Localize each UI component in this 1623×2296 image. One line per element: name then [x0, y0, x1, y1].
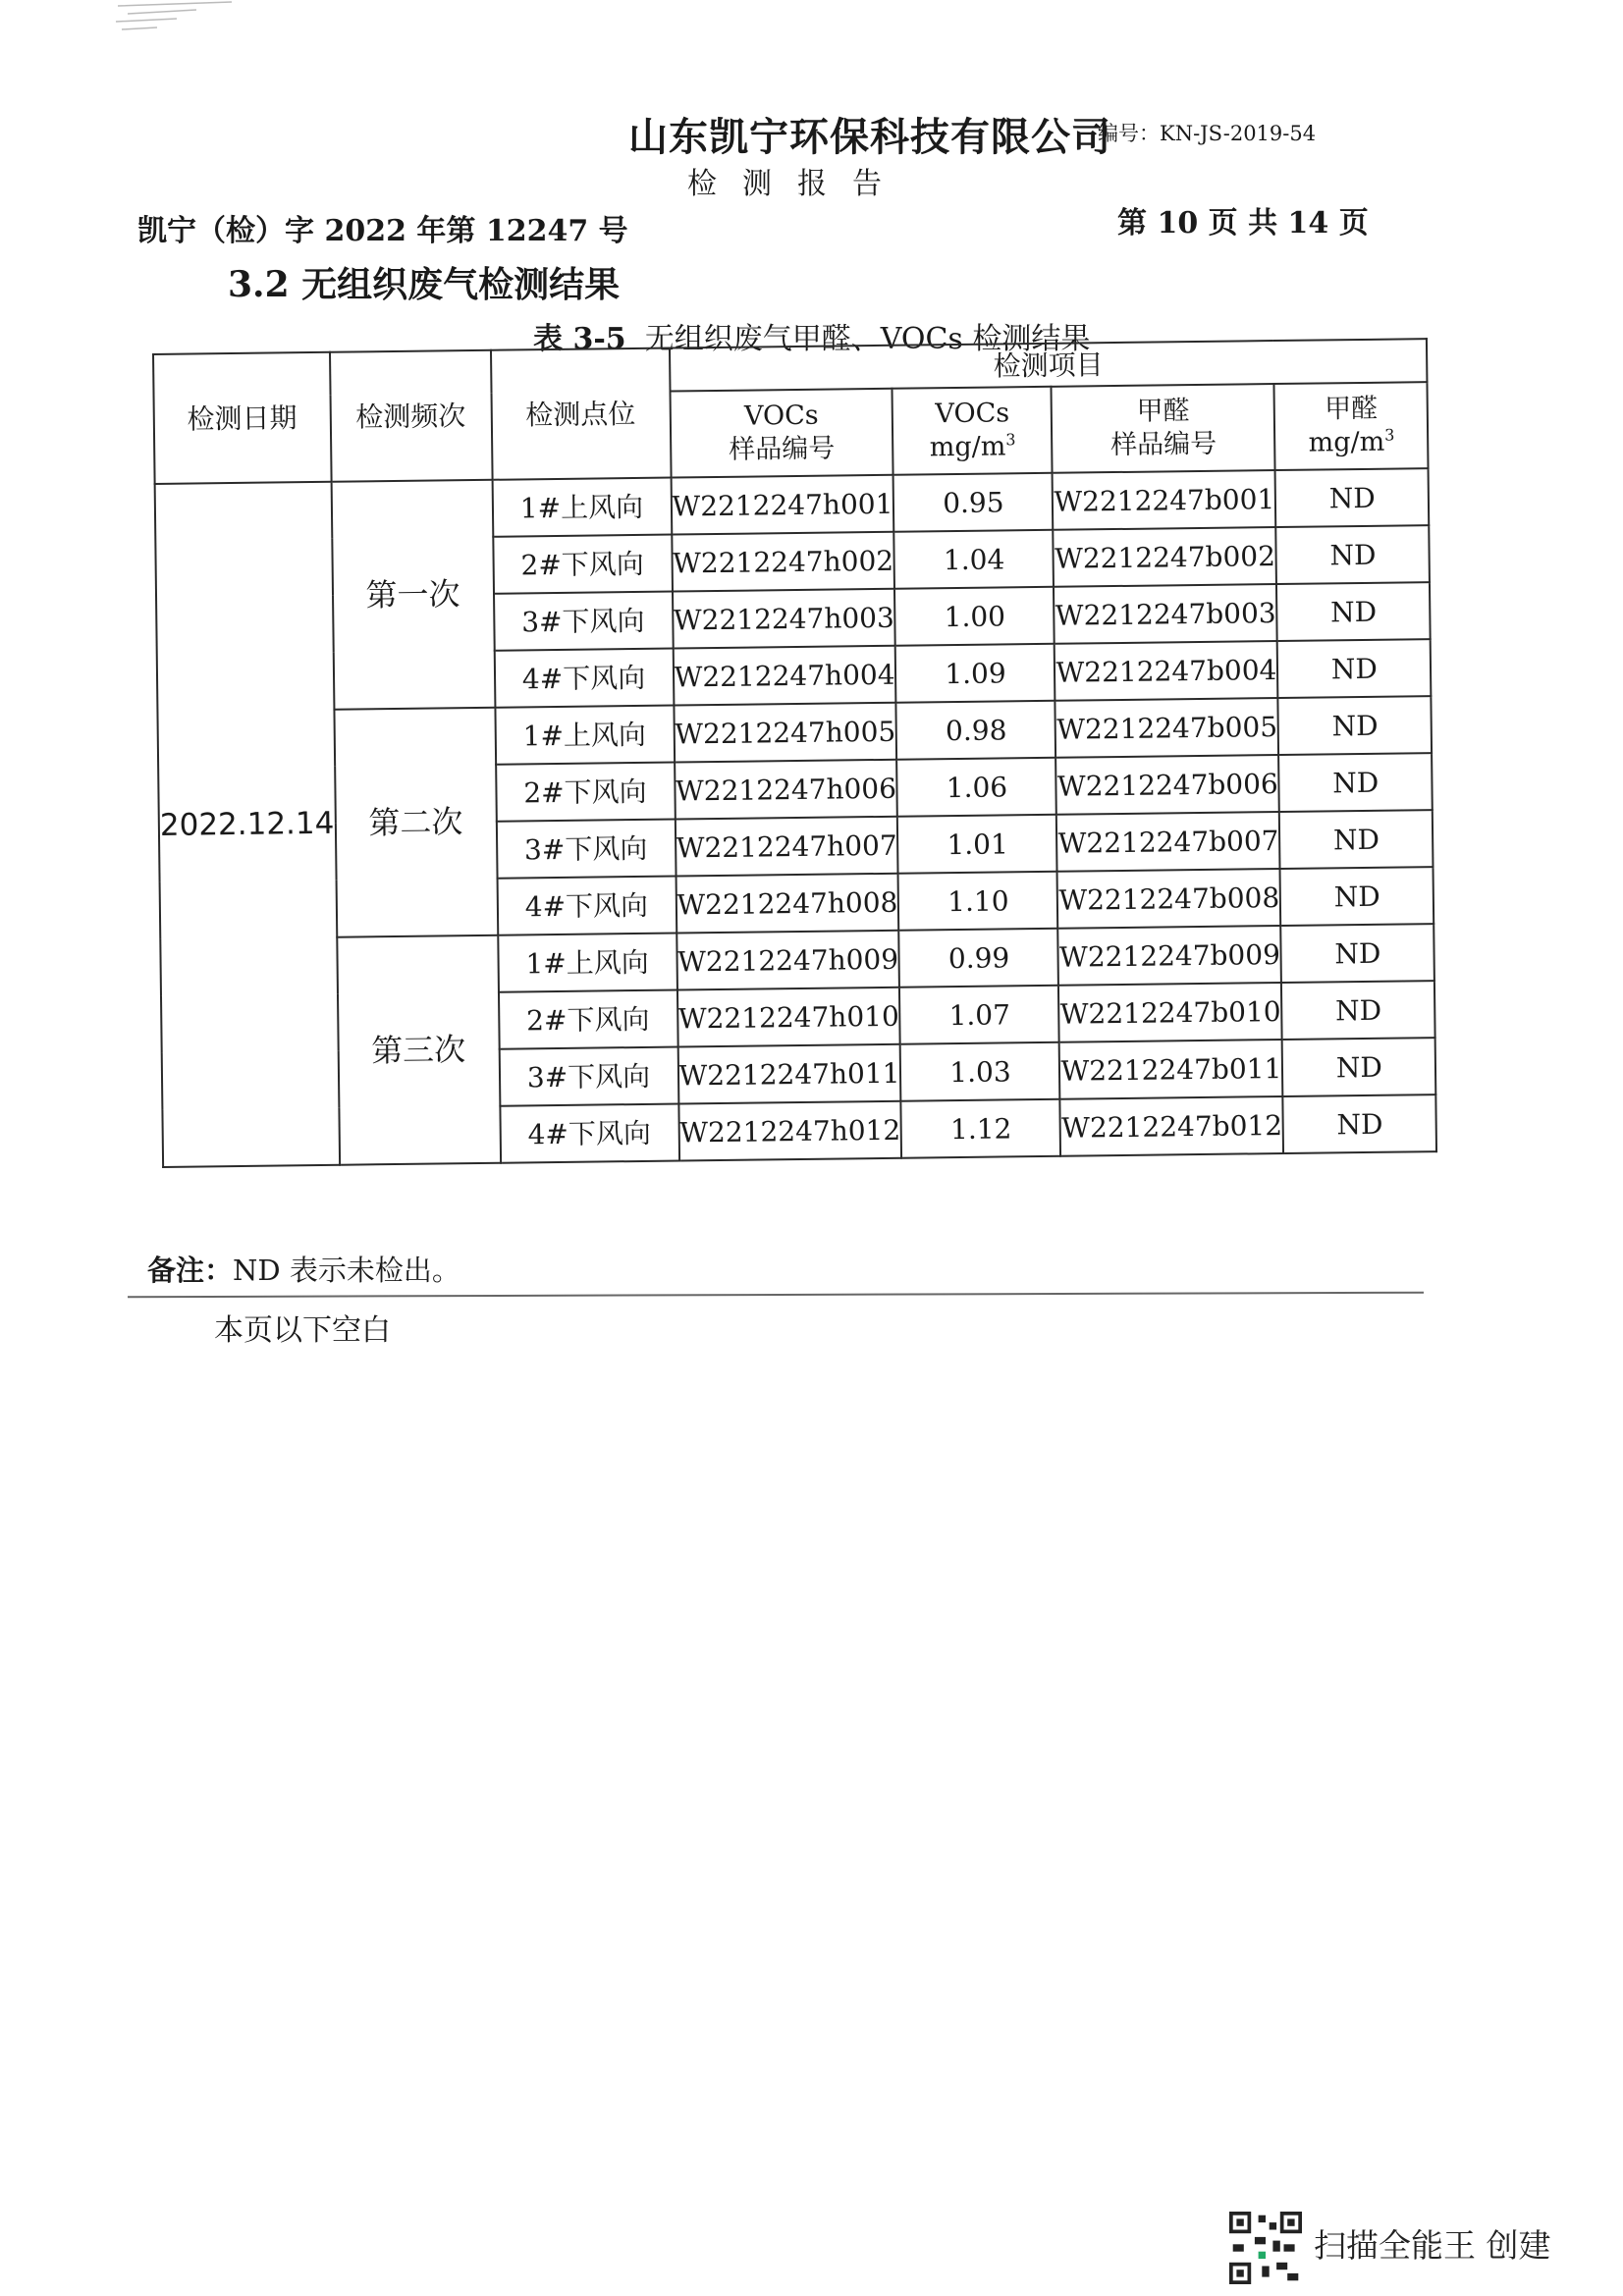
- table-caption-number: 表 3-5: [533, 322, 626, 356]
- cell-voc-value: 0.99: [899, 929, 1059, 988]
- cell-hcho-value: ND: [1281, 924, 1435, 983]
- cell-hcho-id: W2212247b003: [1054, 584, 1277, 644]
- cell-hcho-value: ND: [1279, 810, 1434, 869]
- cell-voc-id: W2212247h011: [677, 1044, 901, 1104]
- cell-voc-value: 1.03: [900, 1042, 1060, 1101]
- cell-frequency: 第二次: [334, 708, 498, 937]
- company-name: 山东凯宁环保科技有限公司: [628, 114, 1111, 160]
- cell-hcho-id: W2212247b007: [1056, 812, 1280, 872]
- header-voc-value: [893, 387, 1053, 475]
- cell-hcho-id: W2212247b001: [1053, 470, 1276, 530]
- cell-point: 2#下风向: [496, 763, 676, 822]
- section-title: 3.2 无组织废气检测结果: [228, 264, 621, 305]
- cell-voc-id: W2212247h009: [676, 931, 900, 990]
- cell-voc-value: 1.00: [894, 587, 1055, 646]
- results-table-wrap: [152, 338, 1437, 1168]
- cell-hcho-id: W2212247b004: [1055, 641, 1278, 701]
- header-hcho-sample-line1: 甲醛: [1136, 396, 1190, 428]
- cell-hcho-id: W2212247b006: [1056, 755, 1280, 815]
- cell-voc-id: W2212247h004: [673, 646, 896, 706]
- report-number: 凯宁（检）字 2022 年第 12247 号: [137, 214, 628, 248]
- cell-hcho-id: W2212247b010: [1058, 983, 1282, 1042]
- cell-point: 1#上风向: [492, 478, 672, 537]
- header-hcho-sample-line2: 样品编号: [1109, 428, 1217, 461]
- header-point: 检测点位: [490, 348, 671, 480]
- cell-point: 1#上风向: [495, 706, 675, 765]
- cell-voc-value: 1.04: [894, 530, 1055, 589]
- header-hcho-value: [1274, 382, 1429, 470]
- cell-hcho-value: ND: [1281, 981, 1435, 1040]
- header-hcho-unit-text: mg/m: [1308, 426, 1385, 458]
- note-label: 备注：: [147, 1254, 234, 1287]
- cell-hcho-value: ND: [1282, 1038, 1436, 1096]
- cell-voc-id: W2212247h002: [672, 532, 895, 592]
- cell-voc-id: W2212247h006: [675, 760, 898, 820]
- header-hcho-unit: [1275, 425, 1427, 460]
- cell-point: 1#上风向: [498, 934, 677, 992]
- cell-hcho-value: ND: [1275, 468, 1430, 527]
- header-items: 检测项目: [669, 339, 1427, 391]
- cell-point: 3#下风向: [499, 1047, 678, 1106]
- header-hcho-sample: [1052, 384, 1275, 473]
- scan-smudge: [0, 0, 236, 59]
- table-note: [147, 1249, 460, 1289]
- header-date: 检测日期: [153, 352, 331, 484]
- cell-voc-value: 0.95: [893, 473, 1054, 532]
- report-subtitle: 检测报告: [687, 167, 907, 201]
- cell-voc-id: W2212247h010: [676, 988, 900, 1047]
- cell-point: 4#下风向: [500, 1104, 679, 1163]
- cell-hcho-value: ND: [1278, 753, 1433, 812]
- page-info: 第 10 页 共 14 页: [1117, 206, 1369, 240]
- note-text: ND 表示未检出。: [233, 1254, 460, 1287]
- blank-notice: 本页以下空白: [214, 1313, 391, 1348]
- cell-hcho-value: ND: [1278, 696, 1433, 755]
- header-voc-unit-sup: 3: [1005, 430, 1016, 450]
- cell-voc-id: W2212247h007: [675, 817, 898, 877]
- cell-point: 4#下风向: [494, 649, 674, 708]
- cell-date: 2022.12.14: [155, 482, 340, 1167]
- header-voc-unit: [893, 430, 1051, 465]
- cell-point: 4#下风向: [497, 877, 676, 935]
- cell-voc-value: 1.07: [899, 986, 1059, 1044]
- cell-hcho-id: W2212247b002: [1054, 527, 1277, 587]
- cell-hcho-value: ND: [1276, 582, 1431, 641]
- header-hcho-value-line1: 甲醛: [1324, 394, 1379, 425]
- cell-voc-id: W2212247h001: [671, 475, 894, 535]
- cell-point: 2#下风向: [493, 535, 673, 594]
- cell-hcho-value: ND: [1283, 1095, 1437, 1153]
- cell-voc-value: 1.10: [898, 872, 1058, 931]
- cell-frequency: 第三次: [337, 935, 501, 1165]
- header-voc-value-line1: VOCs: [935, 398, 1010, 430]
- table-caption-text: 无组织废气甲醛、VOCs 检测结果: [644, 322, 1091, 356]
- header-hcho-unit-sup: 3: [1384, 425, 1395, 445]
- header-frequency: 检测频次: [329, 350, 492, 482]
- cell-frequency: 第一次: [331, 480, 495, 710]
- cell-point: 3#下风向: [496, 820, 676, 879]
- header-voc-sample-line2: 样品编号: [729, 433, 836, 465]
- qr-code-icon: [1229, 2212, 1302, 2284]
- cell-hcho-id: W2212247b011: [1059, 1040, 1283, 1099]
- cell-point: 2#下风向: [498, 990, 677, 1049]
- cell-voc-value: 1.06: [897, 758, 1057, 817]
- cell-hcho-value: ND: [1277, 639, 1432, 698]
- cell-hcho-id: W2212247b009: [1058, 926, 1282, 986]
- cell-hcho-value: ND: [1276, 525, 1431, 584]
- cell-voc-id: W2212247h005: [674, 703, 897, 763]
- results-table: [152, 338, 1437, 1168]
- cell-voc-value: 1.01: [897, 815, 1057, 874]
- cell-hcho-id: W2212247b008: [1057, 869, 1281, 929]
- cell-hcho-id: W2212247b005: [1055, 698, 1279, 758]
- cell-voc-value: 1.12: [901, 1099, 1061, 1158]
- document-code: 编号：KN-JS-2019-54: [1098, 122, 1317, 145]
- note-divider: [128, 1292, 1424, 1299]
- cell-hcho-id: W2212247b012: [1060, 1096, 1284, 1156]
- cell-point: 3#下风向: [494, 592, 674, 651]
- scanner-watermark: 扫描全能王 创建: [1314, 2226, 1551, 2265]
- header-voc-sample-line1: VOCs: [743, 400, 819, 432]
- header-voc-unit-text: mg/m: [929, 431, 1006, 463]
- cell-voc-value: 1.09: [895, 644, 1055, 703]
- cell-voc-value: 0.98: [896, 701, 1056, 760]
- cell-hcho-value: ND: [1280, 867, 1434, 926]
- cell-voc-id: W2212247h003: [673, 589, 896, 649]
- cell-voc-id: W2212247h008: [676, 874, 899, 934]
- cell-voc-id: W2212247h012: [678, 1101, 902, 1161]
- header-voc-sample: [670, 389, 893, 478]
